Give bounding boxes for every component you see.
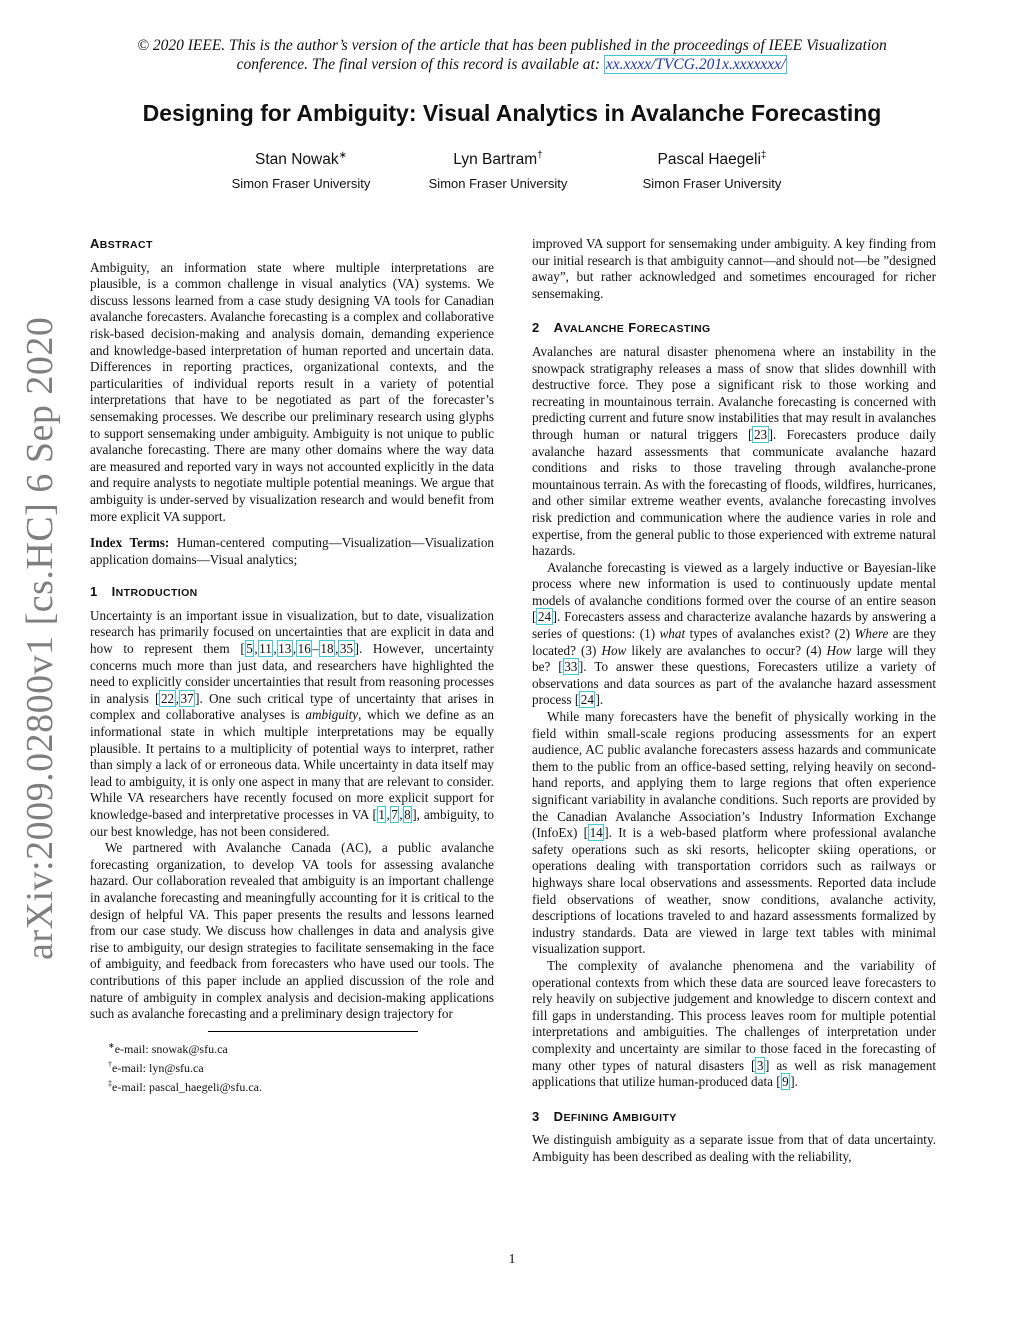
author-name: Pascal Haegeli‡ [657,150,767,169]
body-paragraph: We distinguish ambiguity as a separate issue from that of data uncertainty. Ambiguity has been described as dealing with the reliability, [532,1132,936,1164]
citation-link[interactable]: 24 [580,692,594,708]
footnote-divider [208,1031,418,1032]
intro-paragraph: Uncertainty is an important issue in visualization, but to date, visualization research has primarily focused on uncertainties that are explicit in data and how to represent them [ 5 , 11 , 13 , 16 – 18 , 35 ]. However, uncertainty concerns much more than just data, and researchers have highlighted the need to explicitly consider uncertainties that result from reasoning processes in analysis [ 22 , 37 ]. One such critical type of uncertainty that arises in complex and collaborative analyses is ambiguity, which we define as an informational state in which multiple interpretations may be equally plausible. It pertains to a multiplicity of potential ways to interpret, rather than simply a lack of or erroneous data. While uncertainty in data itself may lead to ambiguity, it is only one aspect in many that are relevant to consider. While VA researchers have recently focused on more explicit support for knowledge-based and interpretative processes in VA [ 1 , 7 , 8 ], ambiguity, to our best knowledge, has not been considered. [90,607,495,839]
author-name: Lyn Bartram† [453,150,543,169]
author-affiliation: Simon Fraser University [642,176,782,192]
doi-link[interactable]: xx.xxxx/TVCG.201x.xxxxxxx/ [605,56,786,73]
citation-link[interactable]: 37 [180,690,194,706]
author-affiliation: Simon Fraser University [231,176,371,192]
footnote: †e-mail: lyn@sfu.ca [108,1059,204,1075]
citation-link[interactable]: 7 [391,807,398,822]
body-paragraph: Avalanches are natural disaster phenomena where an instability in the snowpack stratigraphy releases a mass of snow that slides downhill with destructive force. They pose a significant risk to those working and recreating in mountainous terrain. Avalanche forecasting is concerned with predicting current and future snow instabilities that may result in avalanches through human or natural triggers [ 23 ]. Forecasters produce daily avalanche hazard assessments that communicate avalanche hazard conditions and risks to those traveling through avalanche-prone mountainous terrain. As with the forecasting of floods, wildfires, hurricanes, and other similar extreme weather events, avalanche forecasting involves risk prediction and communication where the audience varies in role and expertise, from the general public to those experienced with extreme natural hazards. [532,343,936,559]
citation-link[interactable]: 23 [753,426,768,442]
citation-link[interactable]: 24 [537,609,552,625]
page-number: 1 [508,1252,516,1267]
citation-link[interactable]: 1 [378,807,385,822]
citation-link[interactable]: 8 [404,807,411,822]
body-paragraph: The complexity of avalanche phenomena and the variability of operational contexts from which these data are sourced leave forecasters to rely heavily on subjective judgement and knowledge to discern context and fill gaps in understanding. This process leaves room for multiple potential interpretations and ambiguities. The challenges of interpretation under complexity and uncertainty are similar to those faced in the forecasting of many other types of natural disasters [ 3 ] as well as risk management applications that utilize human-produced data [ 9 ]. [532,957,936,1090]
citation-link[interactable]: 18 [320,641,334,657]
section-2-heading: 2 AVALANCHE FORECASTING [532,320,711,336]
abstract-text: Ambiguity, an information state where multiple interpretations are plausible, is a common challenge in visual analytics (VA) systems. We discuss lessons learned from a case study designing VA tools for Canadian avalanche forecasters. Avalanche forecasting is a complex and collaborative risk-based decision-making and analysis domain, demanding experience and knowledge-based interpretation of human reported and uncertain data. Differences in reporting practices, organizational contexts, and the particularities of individual reports result in a variety of potential interpretations that have to be negotiated as part of the forecaster’s sensemaking processes. We describe our preliminary research using glyphs to support sensemaking under ambiguity. Ambiguity is not unique to public avalanche forecasting. There are many other domains where the way data are measured and reported vary in ways not accounted explicitly in the data and require analysts to negotiate multiple potential meanings. We argue that ambiguity is under-served by visualization research and would benefit from more explicit VA support. [90,259,494,524]
citation-link[interactable]: 33 [564,659,578,675]
author-block [592,146,832,191]
footnote: ‡e-mail: pascal_haegeli@sfu.ca. [108,1078,262,1094]
copyright-notice [100,36,924,74]
citation-link[interactable]: 22 [160,690,175,706]
intro-continuation: improved VA support for sensemaking under ambiguity. A key finding from our initial research is that ambiguity cannot—and should not—be ”designed away”, but rather acknowledged and sometimes encouraged for richer sensemaking. [532,236,936,301]
intro-paragraph: We partnered with Avalanche Canada (AC), a public avalanche forecasting organization, to develop VA tools for assessing avalanche hazard. Our collaboration revealed that ambiguity is an important challenge in avalanche forecasting and meaningfully accounting for it is critical to the design of helpful VA. This paper presents the results and lessons learned from our case study. We discuss how challenges in data and analysis give rise to ambiguity, our design strategies to facilitate sensemaking in the face of ambiguity, and feedback from forecasters who have used our tools. The contributions of this paper include an applied discussion of the role and nature of ambiguity in complex analysis and decision-making applications such as avalanche forecasting and a preliminary design trajectory for [90,840,494,1022]
section-3-heading: 3 DEFINING AMBIGUITY [532,1108,677,1124]
left-column [90,236,494,1095]
footnote: ∗e-mail: snowak@sfu.ca [108,1040,228,1056]
right-column [532,236,936,1165]
citation-link[interactable]: 16 [297,641,311,657]
arxiv-identifier: arXiv:2009.02800v1 [cs.HC] 6 Sep 2020 [19,316,61,960]
citation-link[interactable]: 35 [339,641,354,657]
citation-link[interactable]: 3 [756,1057,764,1073]
citation-link[interactable]: 9 [782,1074,789,1090]
notice-text: © 2020 IEEE. This is the author’s version of the article that has been published in the proceedings of IEEE Visualization conference. The final version of this record is available at: [137,37,887,73]
citation-link[interactable]: 14 [589,825,603,841]
intro-heading: 1 INTRODUCTION [90,584,198,600]
body-paragraph: Avalanche forecasting is viewed as a largely inductive or Bayesian-like process where new information is used to continuously update mental models of avalanche conditions formed over the course of an entire season [ 24 ]. Forecasters assess and characterize avalanche hazards by answering a series of questions: (1) what types of avalanches exist? (2) Where are they located? (3) How likely are avalanches to occur? (4) How large will they be? [ 33 ]. To answer these questions, Forecasters utilize a variety of observations and data sources as part of the avalanche hazard assessment process [ 24 ]. [532,559,936,708]
author-block [378,146,618,191]
author-affiliation: Simon Fraser University [428,176,568,192]
citation-link[interactable]: 5 [246,641,253,657]
author-name: Stan Nowak∗ [255,150,347,169]
citation-link[interactable]: 11 [259,641,272,657]
citation-link[interactable]: 13 [278,641,292,657]
index-terms: Index Terms: Human-centered computing—Visualization—Visualization application domains—Visual analytics; [90,535,495,567]
abstract-heading: ABSTRACT [90,236,153,251]
body-paragraph: While many forecasters have the benefit of physically working in the field within small-scale regions producing assessments for an expert audience, AC public avalanche forecasters assess hazards and communicate them to the public from an office-based setting, relying heavily on second-hand reports, and applying them to large regions that often experience significant variability in avalanche conditions. Such reports are provided by the Canadian Avalanche Association’s Industry Information Exchange (InfoEx) [ 14 ]. It is a web-based platform where professional avalanche safety operations such as ski resorts, helicopter skiing operations, or operations dealing with transportation corridors such as railways or highways share local observations and assessments. Reported data include field observations of weather, snow conditions, avalanche activity, descriptions of locations traveled to and hazard assessments formalized by industry standards. Data are viewed in large text tables with minimal visualization support. [532,709,937,957]
paper-title: Designing for Ambiguity: Visual Analytics in Avalanche Forecasting [142,100,882,126]
